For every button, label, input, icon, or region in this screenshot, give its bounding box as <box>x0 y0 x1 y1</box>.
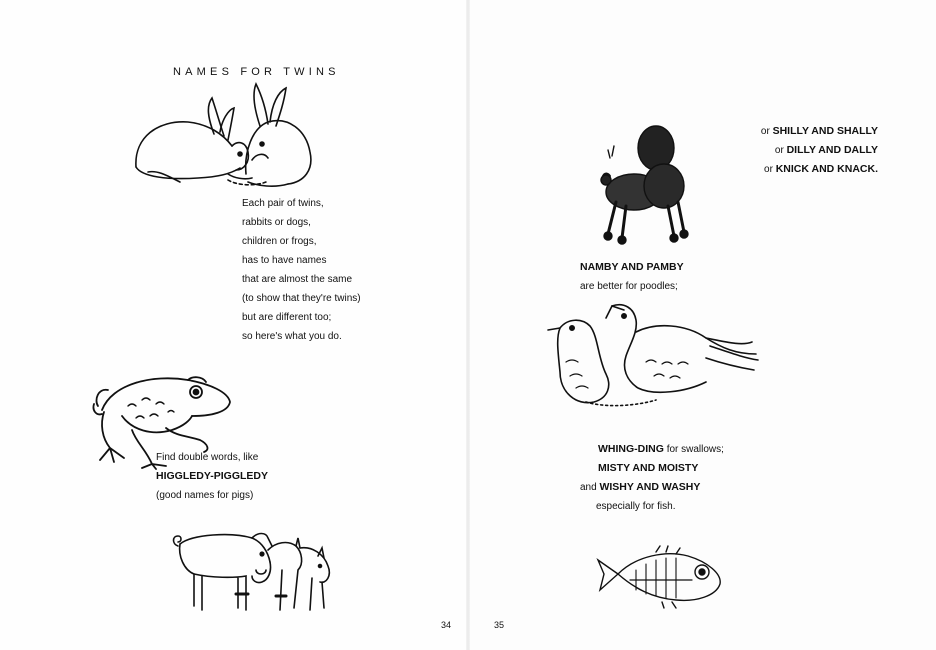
poem-line: Each pair of twins, <box>242 198 324 209</box>
poem-stanza <box>242 194 361 346</box>
shilly-names: SHILLY AND SHALLY <box>772 125 878 137</box>
swallow-note: for swallows; <box>663 444 724 455</box>
knick-line <box>738 160 878 179</box>
fish-and: and <box>580 482 600 493</box>
dilly-line <box>738 141 878 160</box>
shilly-prefix: or <box>760 126 773 137</box>
double-words-list <box>738 122 878 179</box>
pig-name: HIGGLEDY-PIGGLEDY <box>156 470 269 482</box>
poem-line: has to have names <box>242 255 327 266</box>
poem-line: that are almost the same <box>242 274 353 285</box>
knick-prefix: or <box>764 164 776 175</box>
fish-line-2 <box>580 478 700 497</box>
poodle-note: are better for poodles; <box>580 281 678 292</box>
dilly-names: DILLY AND DALLY <box>786 144 878 156</box>
poem-line: rabbits or dogs, <box>242 217 311 228</box>
pig-note: (good names for pigs) <box>156 490 254 501</box>
swallow-line <box>580 440 724 459</box>
book-gutter <box>466 0 470 650</box>
fish-name-1: MISTY AND MOISTY <box>598 462 699 474</box>
find-line: Find double words, like <box>156 452 259 463</box>
shilly-line <box>738 122 878 141</box>
poem-line: children or frogs, <box>242 236 317 247</box>
knick-names: KNICK AND KNACK. <box>775 163 878 175</box>
poem-line: but are different too; <box>242 312 332 323</box>
page-title: NAMES FOR TWINS <box>173 66 340 78</box>
fish-illustration <box>596 544 726 610</box>
pigs-illustration <box>172 526 338 616</box>
fish-stanza <box>580 440 724 516</box>
poodle-stanza <box>580 258 684 296</box>
poodle-name: NAMBY AND PAMBY <box>580 261 684 273</box>
poodles-illustration <box>600 122 692 250</box>
dilly-prefix: or <box>774 145 787 156</box>
fish-name-2: WISHY AND WASHY <box>599 481 701 493</box>
swallows-illustration <box>546 302 760 410</box>
swallow-name: WHING-DING <box>598 443 664 455</box>
page-number-right: 35 <box>494 620 505 630</box>
poem-line: (to show that they're twins) <box>242 293 361 304</box>
fish-note: especially for fish. <box>596 501 676 512</box>
pig-stanza <box>156 448 268 505</box>
rabbits-illustration <box>128 82 318 192</box>
page-number-left: 34 <box>441 620 452 630</box>
poem-line: so here's what you do. <box>242 331 342 342</box>
